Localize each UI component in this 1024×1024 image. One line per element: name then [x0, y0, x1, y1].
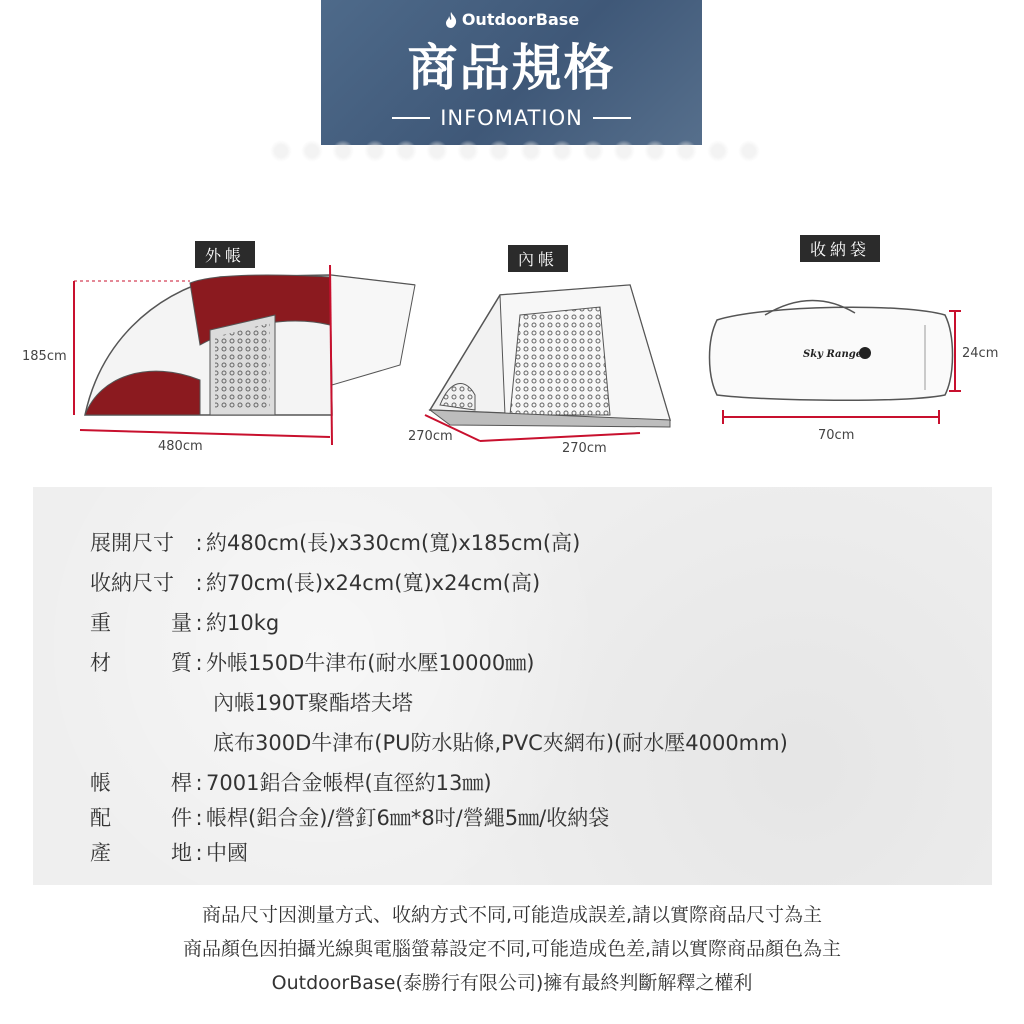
- spec-panel: [33, 487, 992, 885]
- divider: [593, 117, 631, 119]
- spec-value: 外帳150D牛津布(耐水壓10000㎜): [206, 651, 535, 675]
- spec-label: 配 件: [90, 806, 192, 830]
- spec-value: 中國: [206, 841, 248, 865]
- inner-tent-illustration: [410, 265, 680, 450]
- spec-parts: 配 件 : 帳桿(鋁合金)/營釘6㎜*8吋/營繩5㎜/收納袋: [90, 806, 610, 830]
- spec-label: 展開尺寸: [90, 531, 174, 555]
- product-diagram: [0, 225, 1024, 470]
- bag-height-label: 24cm: [962, 346, 999, 361]
- disclaimer-notes: [0, 898, 1024, 1000]
- note-line-3: OutdoorBase(泰勝行有限公司)擁有最終判斷解釋之權利: [271, 972, 753, 994]
- spec-material-cont-1: 內帳190T聚酯塔夫塔: [213, 691, 413, 715]
- spec-value: 約10kg: [206, 611, 280, 635]
- divider: [392, 117, 430, 119]
- spec-label: 帳 桿: [90, 771, 192, 795]
- spec-material-cont-2: 底布300D牛津布(PU防水貼條,PVC夾網布)(耐水壓4000mm): [213, 731, 788, 755]
- spec-weight: 重 量 : 約10kg: [90, 611, 280, 635]
- flame-logo-icon: [444, 12, 458, 28]
- banner-subtitle: [321, 106, 702, 130]
- header-banner: [321, 0, 702, 145]
- spec-label: 收納尺寸: [90, 571, 174, 595]
- spec-label: 重 量: [90, 611, 192, 635]
- bag-length-label: 70cm: [818, 428, 855, 443]
- inner-depth-label: 270cm: [408, 429, 453, 444]
- spec-value: 7001鋁合金帳桿(直徑約13㎜): [206, 771, 492, 795]
- spec-value: 帳桿(鋁合金)/營釘6㎜*8吋/營繩5㎜/收納袋: [206, 806, 610, 830]
- spec-origin: 產 地 : 中國: [90, 841, 248, 865]
- spec-label: 材 質: [90, 651, 192, 675]
- spec-value: 約480cm(長)x330cm(寬)x185cm(高): [206, 531, 581, 555]
- storage-bag-illustration: [705, 295, 975, 435]
- tag-storage-bag: 收納袋: [800, 235, 880, 262]
- length-dim-line: [80, 430, 330, 437]
- spec-value: 約70cm(長)x24cm(寬)x24cm(高): [206, 571, 541, 595]
- watermark-row: [270, 140, 760, 166]
- inner-width-label: 270cm: [562, 441, 607, 456]
- spec-pole: 帳 桿 : 7001鋁合金帳桿(直徑約13㎜): [90, 771, 492, 795]
- brand-name: OutdoorBase: [461, 10, 580, 29]
- note-line-2: 商品顏色因拍攝光線與電腦螢幕設定不同,可能造成色差,請以實際商品顏色為主: [182, 938, 842, 960]
- width-dim-line: [480, 433, 640, 441]
- outer-height-label: 185cm: [22, 349, 67, 364]
- note-line-1: 商品尺寸因測量方式、收納方式不同,可能造成誤差,請以實際商品尺寸為主: [201, 904, 823, 926]
- subtitle-text: INFOMATION: [440, 106, 583, 130]
- spec-material: 材 質 : 外帳150D牛津布(耐水壓10000㎜): [90, 651, 535, 675]
- page-title: 商品規格: [407, 39, 616, 97]
- outer-length-label: 480cm: [158, 439, 203, 454]
- spec-label: 產 地: [90, 841, 192, 865]
- brand: [321, 10, 702, 29]
- spec-open-size: 展開尺寸 : 約480cm(長)x330cm(寬)x185cm(高): [90, 531, 581, 555]
- spec-pack-size: 收納尺寸 : 約70cm(長)x24cm(寬)x24cm(高): [90, 571, 541, 595]
- outer-tent-illustration: [60, 265, 430, 455]
- tag-outer-tent: 外帳: [195, 241, 255, 268]
- bag-logo: Sky Ranger: [803, 349, 868, 360]
- tag-inner-tent: 內帳: [508, 245, 568, 272]
